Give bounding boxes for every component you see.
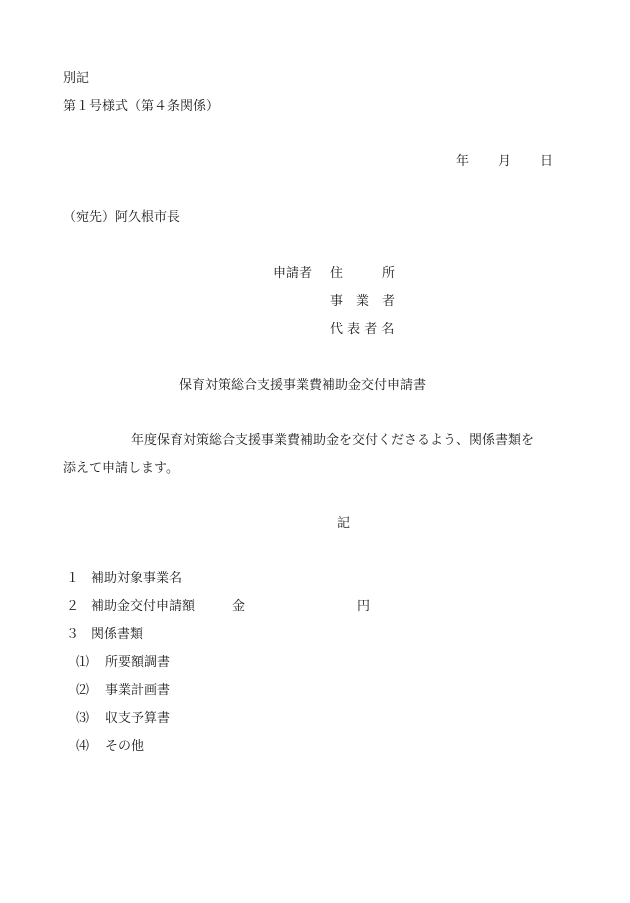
- item-number: ３: [66, 627, 80, 642]
- doc-label: 所要額調書: [105, 655, 171, 670]
- item-label: 補助対象事業名: [91, 571, 183, 586]
- doc-number: ⑷: [76, 739, 90, 754]
- body-line-2: 添えて申請します。: [63, 461, 179, 476]
- ki-marker: 記: [337, 516, 351, 531]
- addressee: （宛先）阿久根市長: [63, 210, 181, 225]
- item-number: １: [66, 571, 80, 586]
- item-label: 関係書類: [91, 627, 144, 642]
- body-line-1: 年度保育対策総合支援事業費補助金を交付くださるよう、関係書類を: [131, 433, 535, 448]
- item-number: ２: [66, 599, 80, 614]
- date-year: 年: [456, 154, 470, 169]
- applicant-address-label: 住 所: [330, 266, 396, 281]
- doc-label: 事業計画書: [105, 683, 171, 698]
- document-title: 保育対策総合支援事業費補助金交付申請書: [179, 378, 427, 393]
- applicant-business-label: 事 業 者: [330, 294, 396, 309]
- doc-number: ⑵: [76, 683, 90, 698]
- annex-label: 別記: [63, 71, 90, 86]
- form-number: 第１号様式（第４条関係）: [63, 99, 220, 114]
- amount-prefix: 金: [232, 599, 246, 614]
- doc-label: 収支予算書: [105, 711, 171, 726]
- date-day: 日: [540, 154, 554, 169]
- item-label: 補助金交付申請額: [91, 599, 196, 614]
- doc-number: ⑴: [76, 655, 90, 670]
- applicant-label: 申請者: [273, 266, 313, 281]
- date-month: 月: [498, 154, 512, 169]
- doc-number: ⑶: [76, 711, 90, 726]
- amount-suffix: 円: [357, 599, 371, 614]
- applicant-representative-label: 代 表 者 名: [330, 322, 395, 337]
- doc-label: その他: [105, 739, 145, 754]
